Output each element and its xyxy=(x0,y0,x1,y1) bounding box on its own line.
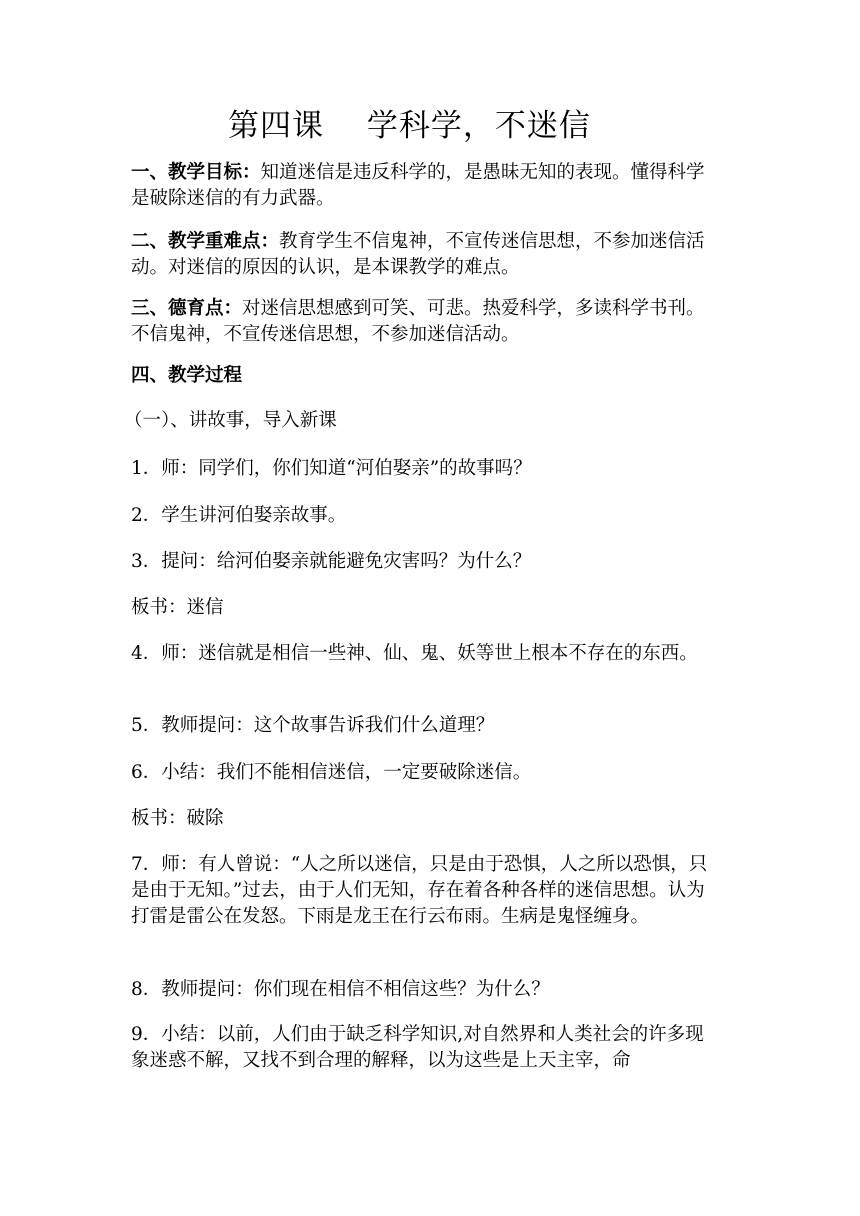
process-part-1: （一）、讲故事，导入新课 xyxy=(124,410,337,431)
moral-point-paragraph xyxy=(131,296,721,348)
lesson-title: 第四课 学科学，不迷信 xyxy=(228,108,591,144)
moral-point-text: 对迷信思想感到可笑、可悲。热爱科学，多读科学书刊。不信鬼神，不宣传迷信思想，不参加迷信活动。 xyxy=(131,298,705,345)
teaching-goal-text: 知道迷信是违反科学的，是愚昧无知的表现。懂得科学是破除迷信的有力武器。 xyxy=(131,162,705,209)
process-step-5: 5．教师提问：这个故事告诉我们什么道理？ xyxy=(131,715,495,736)
process-step-2: 2．学生讲河伯娶亲故事。 xyxy=(131,505,347,526)
board-writing-1: 板书：迷信 xyxy=(131,597,224,618)
process-step-4: 4．师：迷信就是相信一些神、仙、鬼、妖等世上根本不存在的东西。 xyxy=(131,643,698,664)
process-step-1: 1．师：同学们，你们知道“河伯娶亲”的故事吗？ xyxy=(131,458,532,479)
teaching-process-heading: 四、教学过程 xyxy=(131,365,243,386)
key-difficulty-label: 二、教学重难点： xyxy=(131,231,280,252)
process-step-9: 9．小结：以前，人们由于缺乏科学知识,对自然界和人类社会的许多现象迷惑不解，又找不到合理的解释，以为这些是上天主宰，命 xyxy=(131,1024,704,1071)
process-step-7: 7．师：有人曾说：“人之所以迷信，只是由于恐惧，人之所以恐惧，只是由于无知。”过去，由于人们无知，存在着各种各样的迷信思想。认为打雷是雷公在发怒。下雨是龙王在行云布雨。生病是鬼怪缠身。 xyxy=(131,854,708,927)
board-writing-2: 板书：破除 xyxy=(131,808,224,829)
key-difficulty-text: 教育学生不信鬼神，不宣传迷信思想，不参加迷信活动。对迷信的原因的认识，是本课教学的难点。 xyxy=(131,231,705,278)
teaching-goal-paragraph xyxy=(131,160,721,212)
teaching-goal-label: 一、教学目标： xyxy=(131,162,261,183)
process-step-6: 6．小结：我们不能相信迷信，一定要破除迷信。 xyxy=(131,762,532,783)
key-difficulty-paragraph xyxy=(131,229,721,281)
process-step-3: 3．提问：给河伯娶亲就能避免灾害吗？为什么？ xyxy=(131,551,532,572)
process-step-8: 8．教师提问：你们现在相信不相信这些？为什么？ xyxy=(131,979,550,1000)
moral-point-label: 三、德育点： xyxy=(131,298,243,319)
